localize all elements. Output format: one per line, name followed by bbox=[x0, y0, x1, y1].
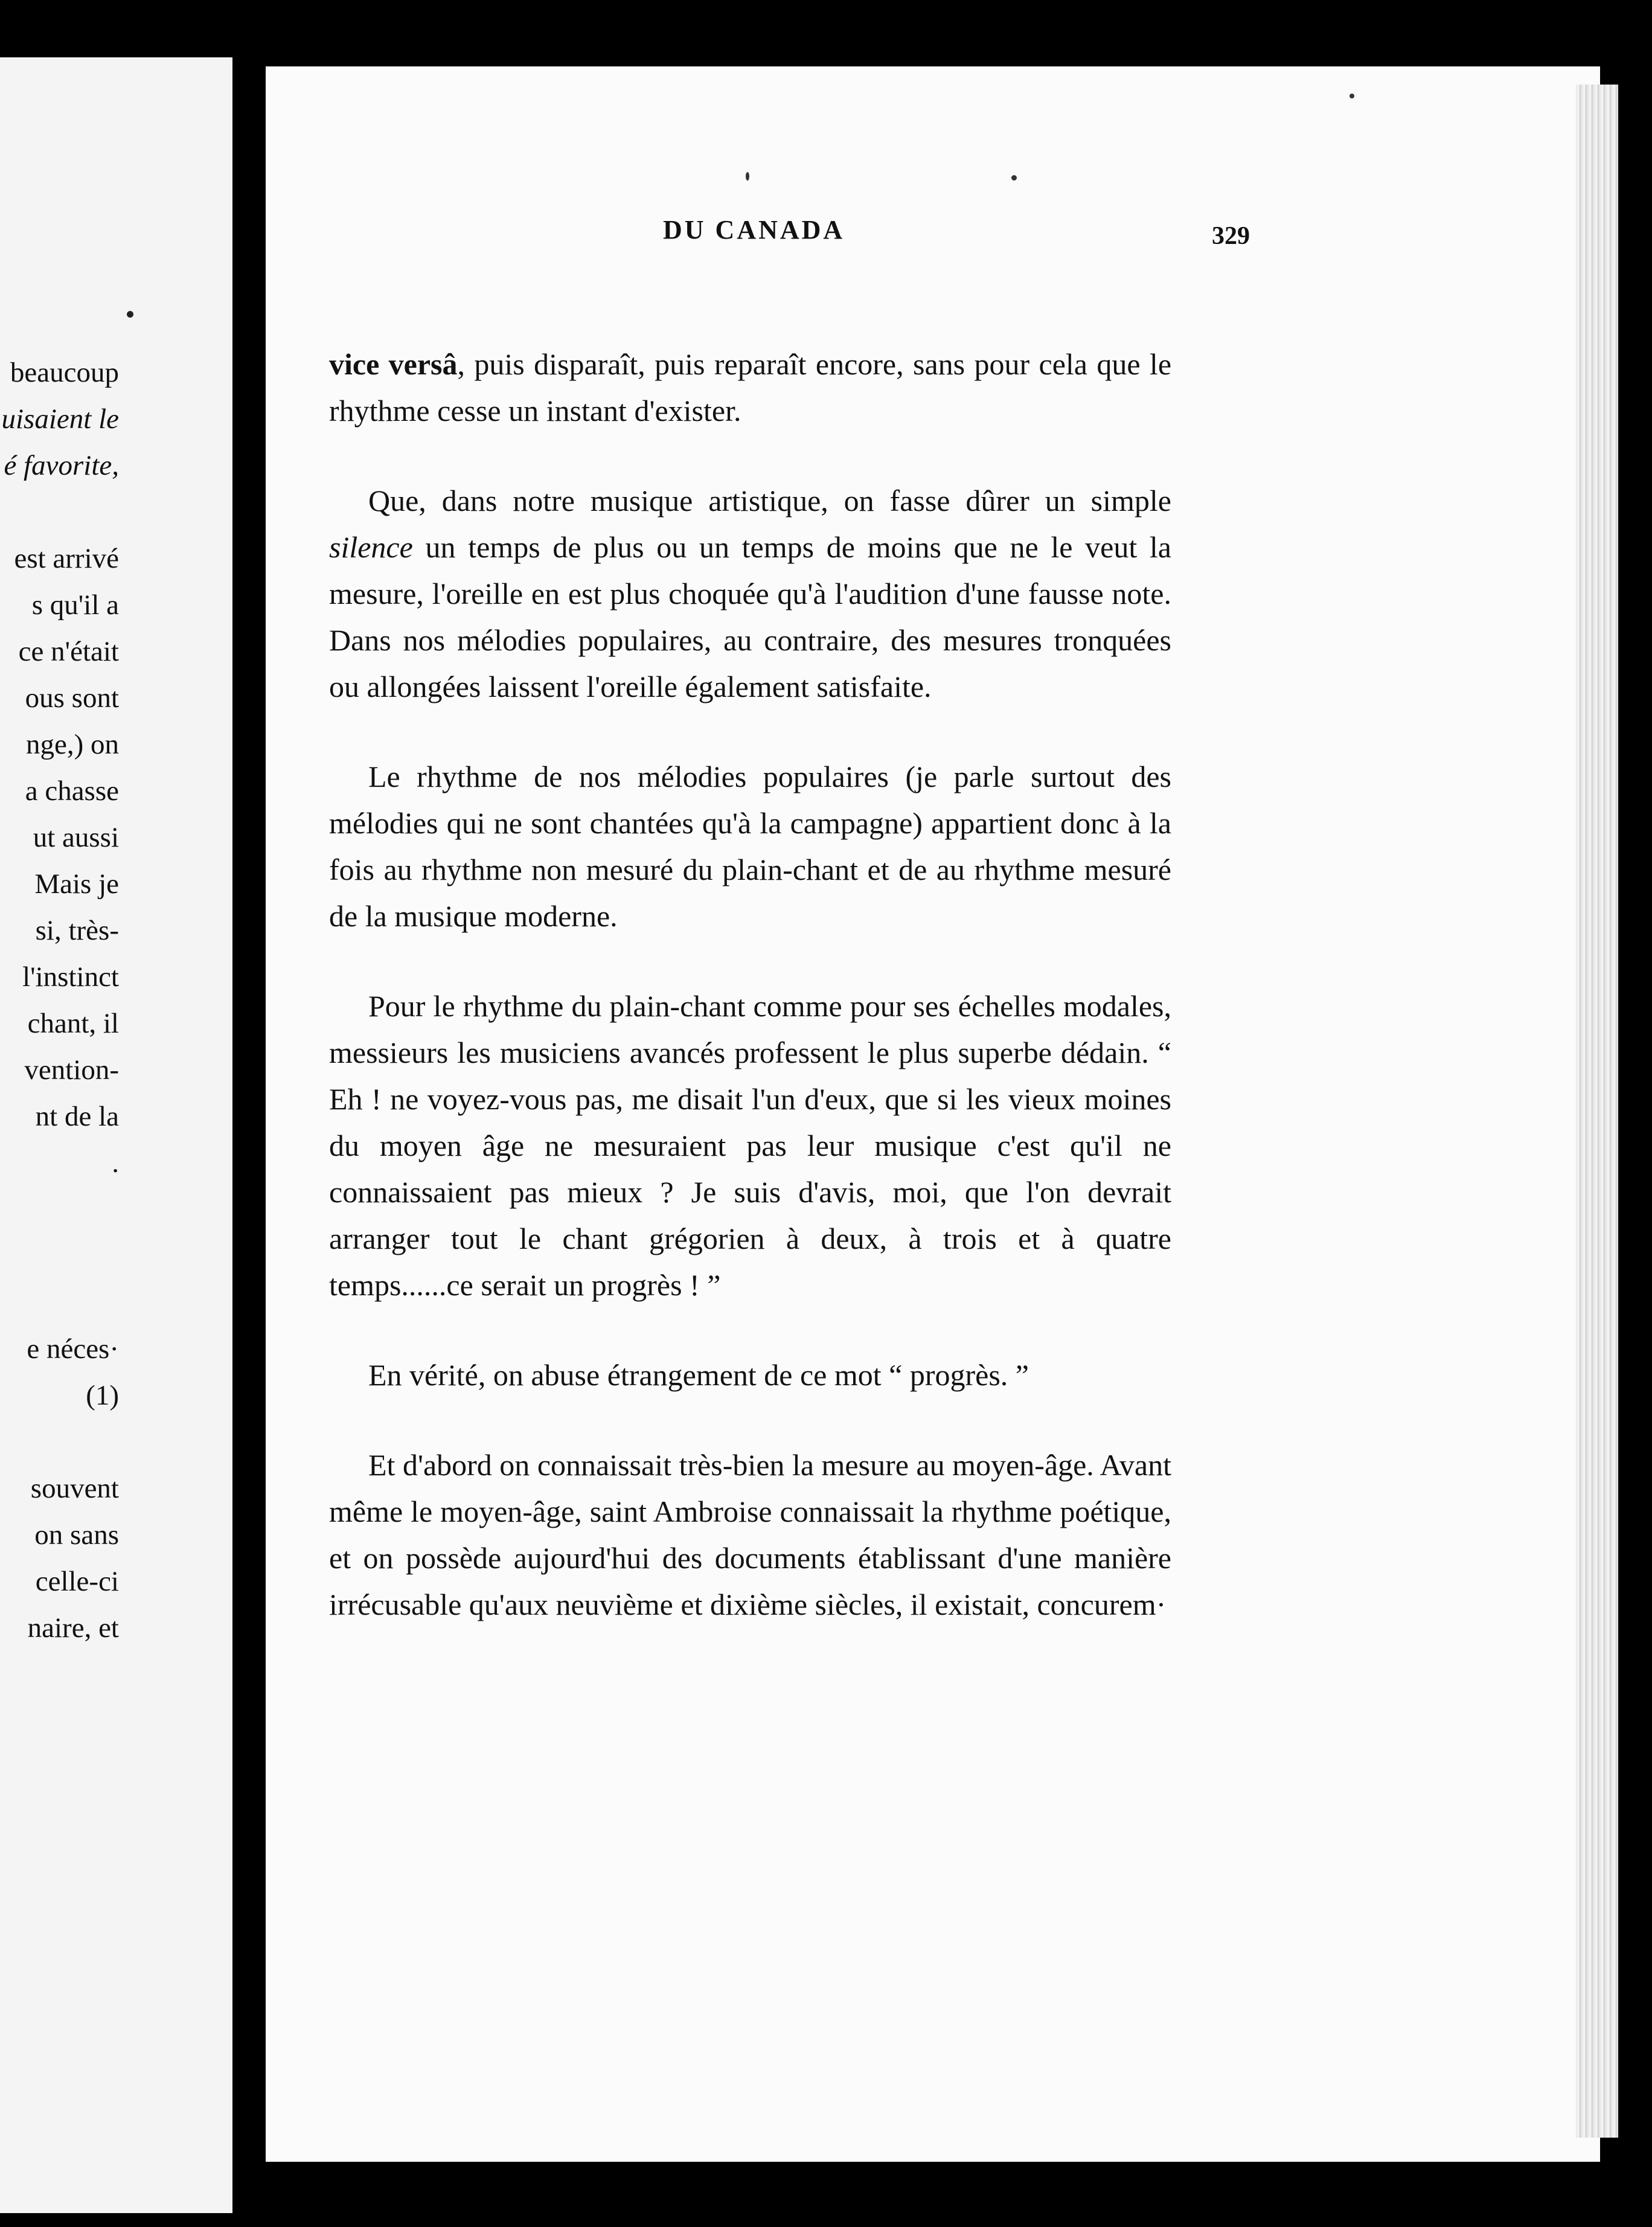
text-run: Que, dans notre musique artistique, on fasse dûrer un simple bbox=[368, 484, 1171, 517]
text-run: , puis disparaît, puis reparaît encore, sans pour bbox=[457, 347, 1030, 381]
page-fore-edge bbox=[1576, 85, 1618, 2138]
facing-page-line: chant, il bbox=[27, 1008, 119, 1039]
text-run: Le rhythme de nos mélodies populaires (je parle surtout des mélodies qui ne sont chantées qu'à la campagne) appartient donc à la fois au rhythme non mesuré du plain-chant et de au rhythme mesuré de la musique moderne. bbox=[329, 760, 1171, 933]
text-run: silence bbox=[329, 530, 413, 564]
running-header bbox=[356, 214, 1250, 251]
facing-page-left bbox=[0, 57, 232, 2213]
paragraph bbox=[329, 478, 1171, 710]
running-title: DU CANADA bbox=[663, 215, 845, 245]
paragraph bbox=[329, 1352, 1171, 1399]
facing-page-line: e néces· bbox=[27, 1333, 119, 1365]
facing-page-line: ut aussi bbox=[33, 822, 119, 853]
ink-speck bbox=[746, 172, 749, 181]
facing-page-line: Mais je bbox=[34, 868, 119, 900]
page-number: 329 bbox=[1212, 222, 1250, 250]
ink-speck bbox=[1011, 175, 1017, 181]
ink-dot bbox=[127, 311, 133, 318]
facing-page-line: on sans bbox=[34, 1519, 119, 1551]
facing-page-line: beaucoup bbox=[10, 357, 119, 388]
facing-page-line: . bbox=[112, 1147, 119, 1179]
paragraph bbox=[329, 754, 1171, 940]
paragraph bbox=[329, 341, 1171, 434]
paragraph bbox=[329, 983, 1171, 1309]
facing-page-line: é favorite, bbox=[4, 450, 119, 481]
text-run: Et d'abord on connaissait très-bien la mesure au moyen-âge. Avant même le moyen-âge, saint Ambroise connaissait la rhythme poétique, et on possède aujourd'hui des documents établissant d'une manière irrécusable qu'aux neuvième et dixième siècles, il existait, concurem· bbox=[329, 1448, 1171, 1621]
text-run: vice versâ bbox=[329, 347, 458, 381]
facing-page-line: naire, et bbox=[27, 1612, 119, 1644]
facing-page-line: uisaient le bbox=[1, 403, 119, 435]
facing-page-line: souvent bbox=[30, 1473, 119, 1504]
text-run: En vérité, on abuse étrangement de ce mot “ progrès. ” bbox=[368, 1358, 1029, 1392]
facing-page-line: vention- bbox=[24, 1054, 119, 1086]
facing-page-line: ce n'était bbox=[18, 636, 119, 667]
text-run: Pour le rhythme du plain-chant comme pour ses échelles modales, messieurs les musiciens avancés professent le plus superbe dédain. “ Eh ! ne voyez-vous pas, me disait l'un d'eux, que si les vieux moines du moyen âge ne mesuraient pas leur musique c'est qu'il ne connaissaient pas mieux ? Je suis d'avis, moi, que l'on devrait arranger tout le chant grégorien à deux, à trois et à quatre temps......ce serait un progrès ! ” bbox=[329, 989, 1171, 1302]
paragraph bbox=[329, 1442, 1171, 1628]
facing-page-line: (1) bbox=[86, 1380, 119, 1411]
facing-page-line: si, très- bbox=[35, 915, 119, 946]
facing-page-line: nt de la bbox=[35, 1101, 119, 1132]
ink-speck bbox=[1349, 94, 1354, 98]
facing-page-line: ous sont bbox=[25, 682, 119, 714]
facing-page-line: a chasse bbox=[25, 775, 119, 807]
body-text bbox=[329, 341, 1171, 1671]
facing-page-line: s qu'il a bbox=[31, 589, 119, 621]
facing-page-line: nge,) on bbox=[25, 729, 119, 760]
facing-page-line: celle-ci bbox=[35, 1566, 119, 1597]
facing-page-line: l'instinct bbox=[22, 961, 119, 993]
text-run: un temps de plus ou un temps de moins que ne le veut la mesure, l'oreille en est plus choquée qu'à l'audition d'une fausse note. Dans nos mélodies populaires, au contraire, des mesures tronquées ou allongées laissent l'oreille également satisfaite. bbox=[329, 530, 1171, 703]
facing-page-line: est arrivé bbox=[14, 543, 119, 574]
text-run: cela que le rhythme cesse un instant d'exister. bbox=[329, 347, 1172, 428]
